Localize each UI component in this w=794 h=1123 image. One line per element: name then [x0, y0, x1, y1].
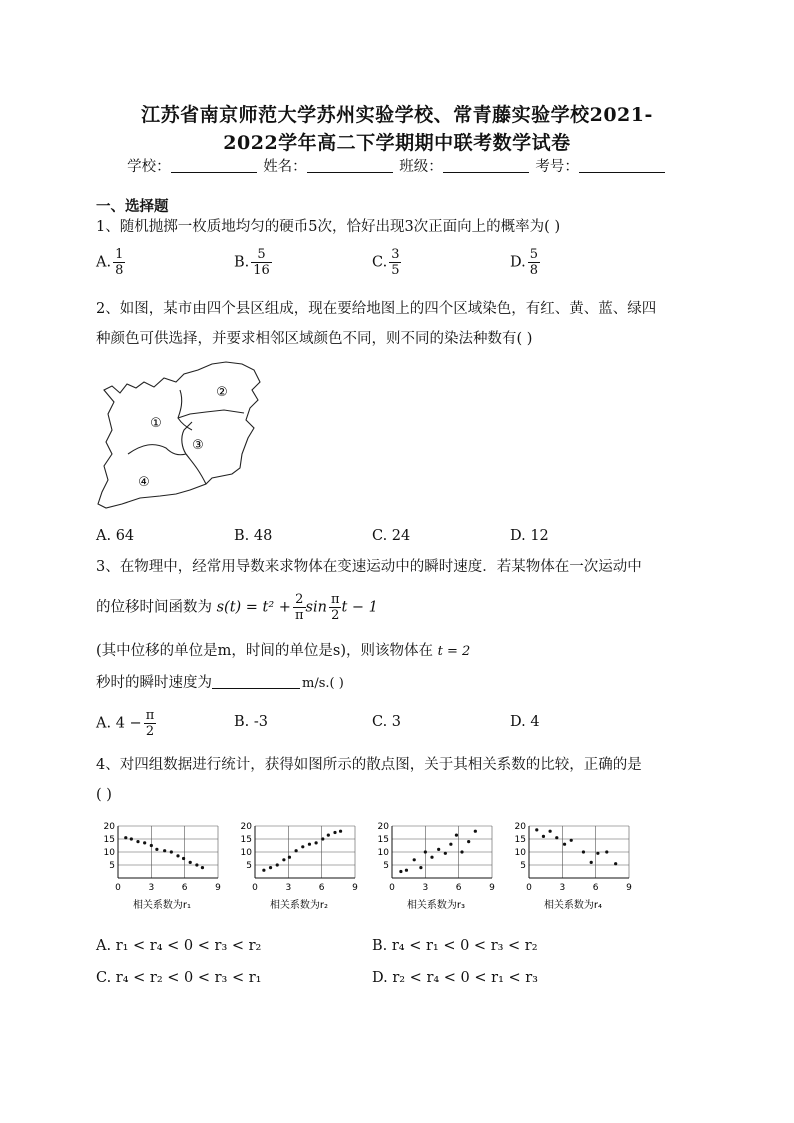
x-tick-label: 3	[559, 883, 566, 893]
q2-stem-line-1: 2、如图，某市由四个县区组成，现在要给地图上的四个区域染色，有红、黄、蓝、绿四	[96, 301, 657, 317]
scatter-point	[269, 866, 272, 869]
q3-stem-line-3: (其中位移的单位是m，时间的单位是s)，则该物体在 t = 2	[96, 643, 471, 659]
scatter-point	[424, 850, 427, 853]
scatter-point	[301, 845, 304, 848]
scatter-point	[195, 863, 198, 866]
scatter-point	[327, 834, 330, 837]
scatter-point	[419, 866, 422, 869]
y-tick-label: 15	[514, 835, 526, 845]
scatter-point	[535, 828, 538, 831]
scatter-point	[444, 852, 447, 855]
map-border-2-3	[178, 410, 244, 418]
scatter-point	[276, 863, 279, 866]
scatter-point	[399, 870, 402, 873]
q2-option-b[interactable]: B. 48	[234, 528, 273, 544]
y-tick-label: 20	[377, 822, 389, 832]
q3-option-b[interactable]: B. -3	[234, 714, 268, 730]
scatter-point	[596, 852, 599, 855]
q4-option-a[interactable]: A. r₁ < r₄ < 0 < r₃ < r₂	[96, 938, 262, 954]
scatter-point	[455, 834, 458, 837]
scatter-point	[189, 861, 192, 864]
q3-function-lhs: s(t) = t² +	[216, 599, 291, 616]
x-axis-label: 相关系数为r₂	[269, 900, 329, 911]
scatter-point	[143, 841, 146, 844]
scatter-point	[405, 869, 408, 872]
y-tick-label: 10	[240, 848, 252, 858]
x-tick-label: 6	[181, 883, 188, 893]
q4-stem-line-2: ( )	[96, 787, 112, 803]
x-tick-label: 0	[389, 883, 395, 893]
x-tick-label: 6	[592, 883, 599, 893]
scatter-point	[605, 850, 608, 853]
x-tick-label: 3	[422, 883, 429, 893]
x-tick-label: 3	[148, 883, 155, 893]
q4-stem-line-1: 4、对四组数据进行统计，获得如图所示的散点图，关于其相关系数的比较，正确的是	[96, 757, 642, 773]
region-label-1: ①	[150, 416, 162, 431]
scatter-point	[163, 849, 166, 852]
y-tick-label: 5	[109, 861, 115, 871]
q1-stem: 1、随机抛掷一枚质地均匀的硬币5次，恰好出现3次正面向上的概率为( )	[96, 219, 561, 235]
scatter-point	[282, 858, 285, 861]
scatter-point	[295, 849, 298, 852]
scatter-point	[570, 839, 573, 842]
scatter-point	[288, 856, 291, 859]
x-tick-label: 6	[318, 883, 325, 893]
scatter-point	[201, 866, 204, 869]
scatter-point	[590, 861, 593, 864]
scatter-point	[467, 840, 470, 843]
scatter-point	[582, 850, 585, 853]
scatter-point	[315, 841, 318, 844]
scatter-point	[136, 840, 139, 843]
x-tick-label: 3	[285, 883, 292, 893]
scatter-point	[333, 831, 336, 834]
region-label-4: ④	[138, 475, 150, 490]
scatter-point	[262, 869, 265, 872]
q1-option-c[interactable]: C. $\frac{3}{5}$	[372, 247, 400, 278]
y-tick-label: 10	[103, 848, 115, 858]
y-tick-label: 10	[514, 848, 526, 858]
scatter-point	[460, 850, 463, 853]
q4-option-d[interactable]: D. r₂ < r₄ < 0 < r₁ < r₃	[372, 970, 538, 986]
title-line-2: 2022学年高二下学期期中联考数学试卷	[223, 132, 571, 154]
y-tick-label: 10	[377, 848, 389, 858]
scatter-point	[150, 844, 153, 847]
q3-option-d[interactable]: D. 4	[510, 714, 540, 730]
class-label: 班级：	[399, 159, 443, 175]
scatter-plot-4	[515, 822, 633, 911]
number-label: 考号：	[535, 159, 579, 175]
school-label: 学校：	[127, 159, 171, 175]
scatter-point	[449, 843, 452, 846]
county-map-figure	[94, 358, 269, 513]
y-tick-label: 20	[514, 822, 526, 832]
q2-stem-line-2: 种颜色可供选择，并要求相邻区域颜色不同，则不同的染法种数有( )	[96, 331, 533, 347]
scatter-point	[563, 843, 566, 846]
map-border-3-4	[186, 454, 206, 484]
scatter-plot-3	[378, 822, 496, 911]
scatter-point	[170, 850, 173, 853]
x-tick-label: 9	[215, 883, 221, 893]
q2-option-d[interactable]: D. 12	[510, 528, 549, 544]
y-tick-label: 5	[246, 861, 252, 871]
region-label-2: ②	[216, 385, 228, 400]
x-tick-label: 0	[115, 883, 121, 893]
y-tick-label: 15	[377, 835, 389, 845]
scatter-plot-1	[104, 822, 222, 911]
q3-option-c[interactable]: C. 3	[372, 714, 402, 730]
section-header: 一、选择题	[96, 198, 169, 215]
x-tick-label: 6	[455, 883, 462, 893]
scatter-point	[549, 830, 552, 833]
scatter-plots-figure	[96, 820, 656, 924]
student-info-line	[0, 155, 794, 176]
x-axis-label: 相关系数为r₄	[543, 900, 603, 911]
scatter-point	[182, 857, 185, 860]
scatter-point	[124, 836, 127, 839]
q4-option-c[interactable]: C. r₄ < r₂ < 0 < r₃ < r₁	[96, 970, 262, 986]
y-tick-label: 5	[383, 861, 389, 871]
scatter-point	[474, 830, 477, 833]
scatter-point	[542, 835, 545, 838]
scatter-point	[437, 848, 440, 851]
q1-option-a[interactable]: A. $\frac{1}{8}$	[96, 247, 124, 278]
scatter-point	[321, 837, 324, 840]
scatter-point	[176, 854, 179, 857]
y-tick-label: 20	[240, 822, 252, 832]
q3-stem-line-2: 的位移时间函数为 s(t) = t² + $\frac{2}{\pi}$ sin $\frac{\pi}{2}$ t − 1	[96, 592, 378, 623]
class-field[interactable]	[443, 158, 529, 173]
y-tick-label: 5	[520, 861, 526, 871]
y-tick-label: 20	[103, 822, 115, 832]
x-tick-label: 0	[526, 883, 532, 893]
scatter-point	[130, 837, 133, 840]
y-tick-label: 15	[103, 835, 115, 845]
q1-option-b[interactable]: B. $\frac{5}{16}$	[234, 247, 270, 278]
q3-answer-blank[interactable]	[212, 674, 300, 689]
map-border-1-4	[128, 445, 186, 455]
x-tick-label: 9	[626, 883, 632, 893]
scatter-plot-2	[241, 822, 359, 911]
name-field[interactable]	[307, 158, 393, 173]
title-line-1: 江苏省南京师范大学苏州实验学校、常青藤实验学校2021-	[141, 104, 653, 126]
scatter-point	[430, 856, 433, 859]
x-tick-label: 0	[252, 883, 258, 893]
x-axis-label: 相关系数为r₃	[406, 900, 466, 911]
q3-stem-line-4: 秒时的瞬时速度为 m/s.( )	[96, 675, 344, 691]
map-outline	[98, 362, 260, 508]
scatter-point	[614, 862, 617, 865]
scatter-point	[555, 836, 558, 839]
q2-option-c[interactable]: C. 24	[372, 528, 411, 544]
x-axis-label: 相关系数为r₁	[132, 900, 192, 911]
q2-option-a[interactable]: A. 64	[96, 528, 135, 544]
map-border-1-3	[182, 422, 192, 454]
region-label-3: ③	[192, 438, 204, 453]
scatter-point	[308, 843, 311, 846]
school-field[interactable]	[171, 158, 257, 173]
scatter-point	[155, 848, 158, 851]
q1-option-d[interactable]: D. $\frac{5}{8}$	[510, 247, 538, 278]
x-tick-label: 9	[352, 883, 358, 893]
q4-option-b[interactable]: B. r₄ < r₁ < 0 < r₃ < r₂	[372, 938, 538, 954]
scatter-point	[339, 830, 342, 833]
y-tick-label: 15	[240, 835, 252, 845]
q3-stem-line-1: 3、在物理中，经常用导数来求物体在变速运动中的瞬时速度．若某物体在一次运动中	[96, 559, 642, 575]
name-label: 姓名：	[263, 159, 307, 175]
scatter-point	[413, 858, 416, 861]
x-tick-label: 9	[489, 883, 495, 893]
number-field[interactable]	[579, 158, 665, 173]
q3-option-a[interactable]: A. 4 − $\frac{\pi}{2}$	[96, 708, 155, 739]
